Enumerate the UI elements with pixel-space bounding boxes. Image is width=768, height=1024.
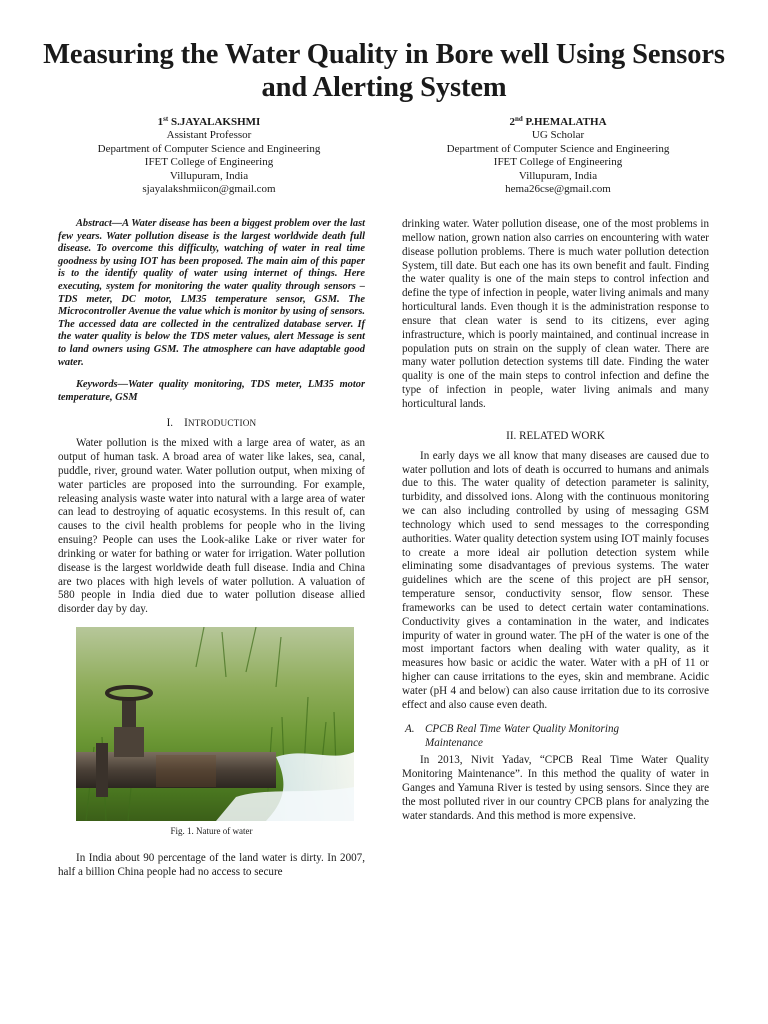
water-pipe-illustration [76,627,354,821]
author-ordinal-suffix: st [163,115,169,123]
author-name [59,116,359,129]
section-heading-rest: NTRODUCTION [187,418,257,429]
figure-water-pipe-image [76,627,354,821]
author-ordinal: 2 [509,116,515,128]
subsection-letter: A. [405,722,415,735]
author-name-text: P.HEMALATHA [525,116,607,128]
author-name [408,116,708,129]
author-ordinal-suffix: nd [514,115,523,123]
intro-paragraph-2: In India about 90 percentage of the land water is dirty. In 2007, half a billion China people had no access to secure [58,851,365,878]
author-ordinal: 1 [157,116,164,128]
valve-body [114,727,144,757]
section-heading-related-work: II. RELATED WORK [506,429,605,442]
figure-caption: Fig. 1. Nature of water [170,826,253,837]
subsection-title-line2: Maintenance [425,736,483,749]
author-role: Assistant Professor [166,129,252,142]
keywords: Keywords—Water quality monitoring, TDS meter, LM35 motor temperature, GSM [58,379,365,403]
author-block-2 [408,116,708,196]
author-location: Villupuram, India [518,169,598,182]
author-block-1 [59,116,359,196]
intro-continuation-paragraph: drinking water. Water pollution disease, one of the most problems in mellow nation, grown nation also carries on encountering with water disease pollution problems. There is much water pollution detection System, till date. But each one has its own benefit and fault. Finding the water quality is one of the main steps to control infection and define the type of infection in people, water living animals and many horticultural lands. Even though it is the administration response to ensure that clean water is send to its citizens, ever aging infrastructure, which is poorly maintained, and continual increase in population puts on strain on the supply of clean water. There are many water pollution detection systems till date. Finding the water quality is one of the main steps to control infection and define the type of infection in people, water living animals and many horticultural lands. [402,218,709,410]
subsection-heading-cpcb [402,723,709,751]
pipe-flange [96,743,108,797]
author-email: sjayalakshmiicon@gmail.com [142,183,276,196]
pipe-rust [156,755,216,787]
author-college: IFET College of Engineering [493,156,623,169]
author-email: hema26cse@gmail.com [505,183,611,196]
author-location: Villupuram, India [169,169,249,182]
section-heading-initial: I [184,417,188,430]
author-department: Department of Computer Science and Engineering [97,142,321,155]
subsection-title-line1: CPCB Real Time Water Quality Monitoring [425,722,620,735]
intro-paragraph-1: Water pollution is the mixed with a large area of water, as an output of human task. A broad area of water like lakes, sea, canal, puddle, river, ground water. Water pollution output, when mixing of water particles are proposed into the surrounding. For example, releasing analysis waste water into natural with a large area of water can lead to destroying of aquatic ecosystems. In this result of, can causes to the civil health problems for people who in the living ensuing? People can uses the Look-alike Lake or river water for drinking or water for bathing or water for irrigation. Water pollution disease is the largest worldwide death full disease. India and China are two places with high levels of water pollution. A valuation of 580 people in India died due to water pollution disease allied disorder day by day. [58,437,365,616]
abstract: Abstract—A Water disease has been a biggest problem over the last few years. Water pollution disease is the largest worldwide death full disease. To overcome this difficulty, watching of water in real time goodness by using IOT has been proposed. The main aim of this paper is to the identify quality of water using internet of things. Here executing, system for monitoring the water quality through sensors – TDS meter, DC motor, LM35 temperature sensor, GSM. The Microcontroller Avenue the value which is monitor by using of sensors. The accessed data are collected in the centralized database server. If the water quality is below the TDS meter values, alert Message is sent to land owners using GSM. The atmosphere can have adaptable good water. [58,218,365,368]
section-number: I. [166,417,174,430]
related-work-paragraph: In early days we all know that many diseases are caused due to water pollution and lots of death is occurred to humans and animals due to this. The water quality of detection parameter is salinity, turbidity, and dissolved ions. Along with the continuous monitoring we can also including controlled by using of messaging GSM technology which used to send messages to the corresponding authorities. Water quality detection system using IOT mainly focuses to create a more ideal air pollution detection system while eliminating some disadvantages of previous systems. The water guidelines which are the scene of this project are pH sensor, temperature sensor, conductivity sensor, flow sensor. These frameworks can be used to detect certain water contaminations. Conductivity gives a contamination in the water, and indicates impurity of water in ground water. The pH of the water is one of the most important factors when dealing with water quality, as it measures how basic or acidic the water. Water with a pH of 11 or higher can cause irritations to the eyes, skin and membrane. Acidic water (pH 4 and below) can also cause irritation due to its corrosive effect and also cause even death. [402,449,709,711]
valve-wheel [107,687,151,699]
right-column [402,218,709,824]
section-heading-introduction [58,417,365,431]
paper-title: Measuring the Water Quality in Bore well Using Sensors and Alerting System [43,39,725,103]
author-department: Department of Computer Science and Engineering [446,142,670,155]
author-college: IFET College of Engineering [144,156,274,169]
author-name-text: S.JAYALAKSHMI [170,116,261,128]
water-foam [216,787,354,821]
left-column [58,218,365,880]
cpcb-paragraph: In 2013, Nivit Yadav, “CPCB Real Time Water Quality Monitoring Maintenance”. In this method the quality of water in Ganges and Yamuna River is tested by using sensors. Since they are the most polluted river in our country CPCB plans for analyzing the water standards. And this method is more expensive. [402,754,709,822]
author-role: UG Scholar [531,129,585,142]
